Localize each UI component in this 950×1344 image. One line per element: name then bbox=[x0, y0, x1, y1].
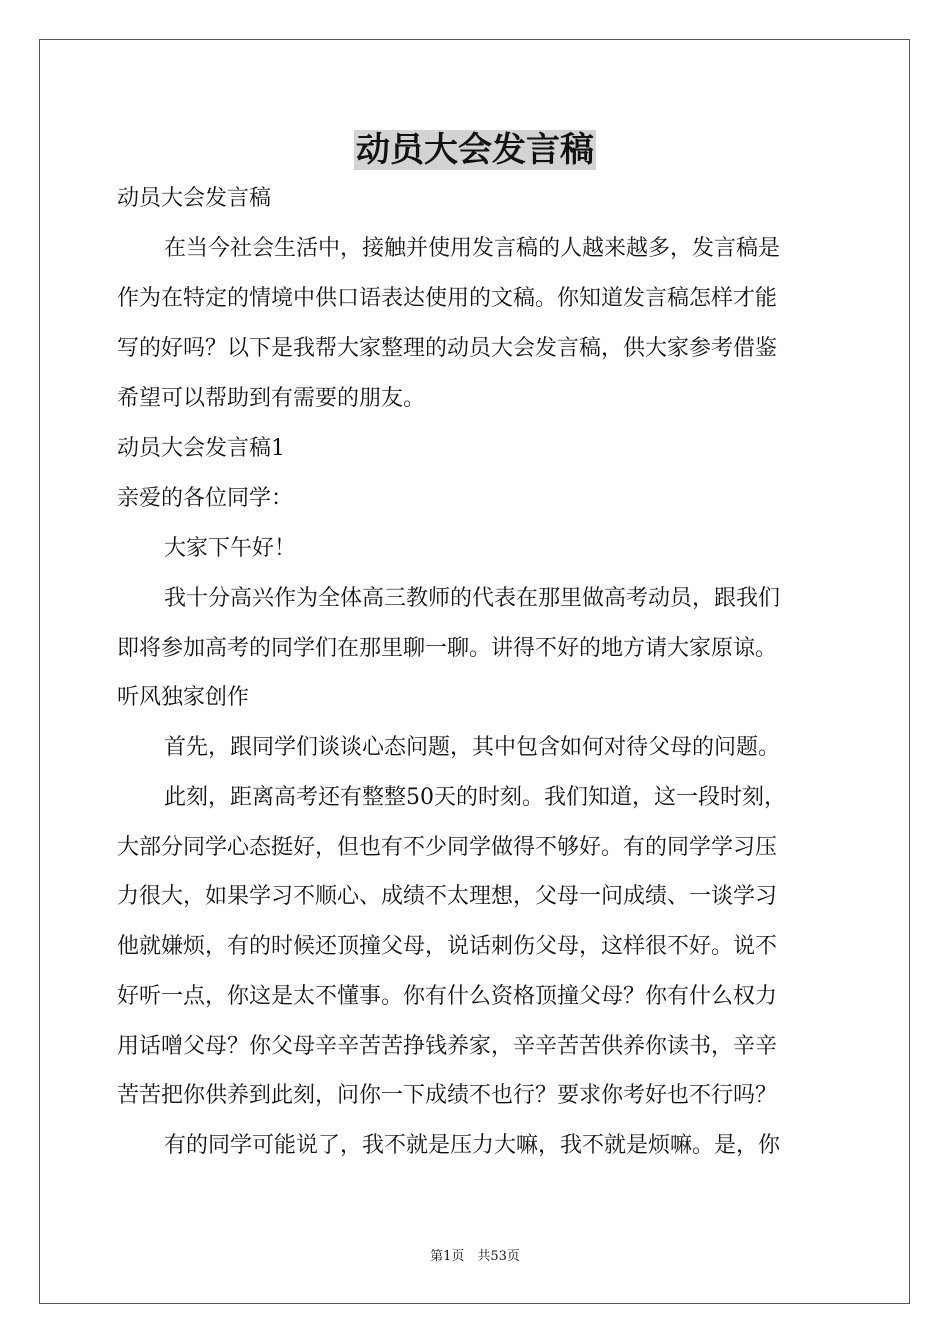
body-line: 作为在特定的情境中供口语表达使用的文稿。你知道发言稿怎样才能 bbox=[117, 286, 778, 311]
body-line: 苦苦把你供养到此刻，问你一下成绩不也行？要求你考好也不行吗？ bbox=[117, 1083, 778, 1108]
body-line: 有的同学可能说了，我不就是压力大嘛，我不就是烦嘛。是，你 bbox=[164, 1133, 781, 1158]
body-line: 力很大，如果学习不顺心、成绩不太理想，父母一问成绩、一谈学习 bbox=[117, 884, 778, 909]
body-line: 在当今社会生活中，接触并使用发言稿的人越来越多，发言稿是 bbox=[164, 236, 781, 261]
body-line: 即将参加高考的同学们在那里聊一聊。讲得不好的地方请大家原谅。 bbox=[117, 636, 778, 661]
salutation: 亲爱的各位同学： bbox=[117, 486, 294, 511]
body-line: 此刻，距离高考还有整整50天的时刻。我们知道，这一段时刻， bbox=[164, 785, 786, 810]
section-heading: 动员大会发言稿1 bbox=[117, 436, 285, 461]
body-line: 我十分高兴作为全体高三教师的代表在那里做高考动员，跟我们 bbox=[164, 586, 781, 611]
body-line: 听风独家创作 bbox=[117, 685, 250, 710]
body-line: 他就嫌烦，有的时候还顶撞父母，说话刺伤父母，这样很不好。说不 bbox=[117, 934, 778, 959]
body-line: 大部分同学心态挺好，但也有不少同学做得不够好。有的同学学习压 bbox=[117, 835, 778, 860]
document-title-text: 动员大会发言稿 bbox=[356, 130, 594, 170]
body-line: 好听一点，你这是太不懂事。你有什么资格顶撞父母？你有什么权力 bbox=[117, 984, 778, 1009]
document-title bbox=[0, 124, 950, 176]
body-line: 用话噌父母？你父母辛辛苦苦挣钱养家，辛辛苦苦供养你读书，辛辛 bbox=[117, 1034, 778, 1059]
body-line: 希望可以帮助到有需要的朋友。 bbox=[117, 386, 426, 411]
greeting: 大家下午好！ bbox=[164, 536, 297, 561]
page-number-footer: 第1页 共53页 bbox=[430, 1249, 520, 1264]
page-border bbox=[39, 39, 910, 1304]
subtitle-line: 动员大会发言稿 bbox=[117, 186, 272, 211]
body-line: 写的好吗？以下是我帮大家整理的动员大会发言稿，供大家参考借鉴 bbox=[117, 336, 778, 361]
body-line: 首先，跟同学们谈谈心态问题，其中包含如何对待父母的问题。 bbox=[164, 735, 781, 760]
